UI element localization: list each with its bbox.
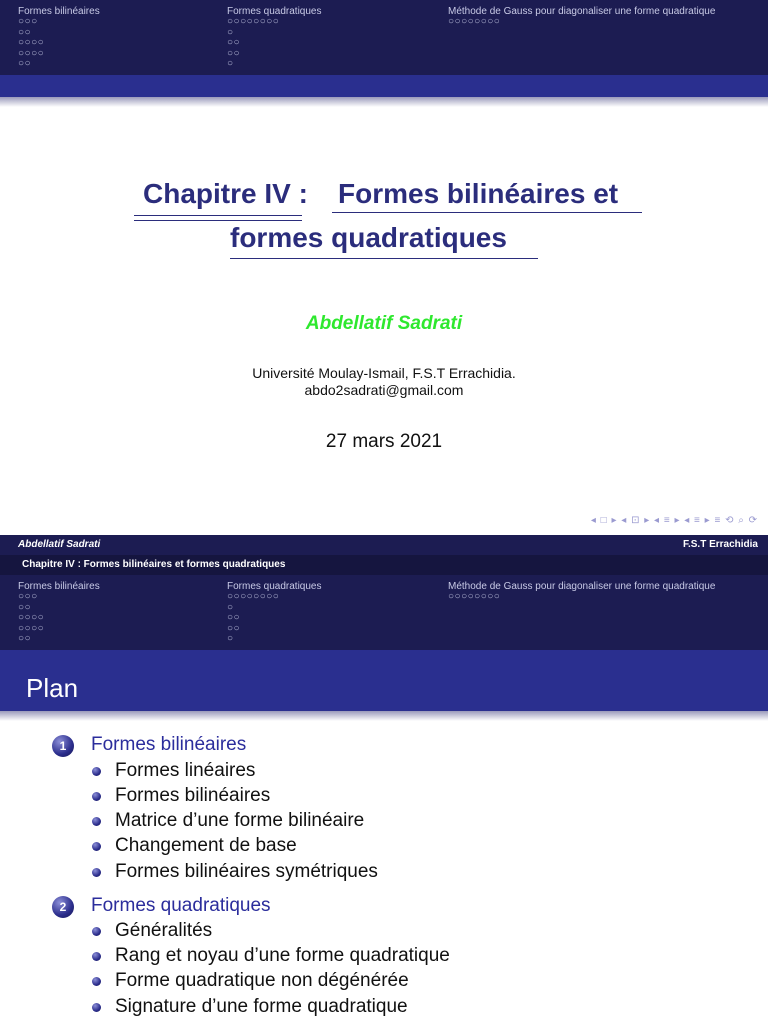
bullet-icon [92, 817, 101, 826]
institution-block [0, 365, 768, 399]
nav-section-2[interactable] [227, 581, 322, 645]
presentation-date: 27 mars 2021 [325, 431, 443, 452]
bullet-icon [92, 792, 101, 801]
nav-dots-row[interactable]: ○○○ [18, 16, 38, 27]
nav-dots-row[interactable]: ○○ [227, 47, 241, 59]
beamer-navigation-symbols[interactable]: ◂ □ ▸ ◂ ⊡ ▸ ◂ ≡ ▸ ◂ ≡ ▸ ≡ ⟲ ⌕ ⟳ [590, 515, 758, 526]
institution-name: Université Moulay-Ismail, F.S.T Errachidia. [252, 365, 516, 381]
bullet-icon [92, 842, 101, 851]
section-number-ball: 1 [52, 735, 74, 757]
nav-dots-row[interactable]: ○○○○ [18, 37, 45, 48]
nav-dots-row[interactable]: ○○○○○○○○ [227, 591, 280, 602]
nav-section-title[interactable]: Formes quadratiques [227, 581, 322, 592]
plan-section-label[interactable]: Formes bilinéaires [91, 734, 247, 755]
headline-title: Chapitre IV : Formes bilinéaires et formes quadratiques [22, 559, 286, 570]
title-underline [230, 258, 538, 259]
nav-dots-row[interactable]: ○○○○○○○○ [227, 16, 280, 27]
nav-header-top [0, 0, 768, 75]
plan-subsection-label[interactable]: Formes bilinéaires symétriques [115, 861, 378, 882]
plan-subsection-label[interactable]: Changement de base [115, 835, 297, 856]
author-name: Abdellatif Sadrati [305, 313, 463, 334]
footline-institute: F.S.T Errachidia [682, 539, 758, 550]
plan-section-label[interactable]: Formes quadratiques [91, 895, 271, 916]
plan-subsection-label[interactable]: Forme quadratique non dégénérée [115, 970, 409, 991]
title-underline [134, 215, 302, 216]
section-number-ball: 2 [52, 896, 74, 918]
nav-section-2[interactable] [227, 6, 322, 70]
nav-dots-row[interactable]: ○ [227, 26, 234, 38]
nav-dots-row[interactable]: ○○○ [18, 591, 38, 602]
title-part-2: Formes bilinéaires et [338, 178, 619, 209]
nav-dots-row[interactable]: ○○ [18, 633, 32, 644]
bullet-icon [92, 927, 101, 936]
plan-subsection-label[interactable]: Matrice d’une forme bilinéaire [115, 810, 365, 831]
nav-section-title[interactable]: Méthode de Gauss pour diagonaliser une forme quadratique [448, 6, 716, 17]
nav-subbar [0, 75, 768, 97]
nav-section-title[interactable]: Formes bilinéaires [18, 6, 100, 17]
footline-author: Abdellatif Sadrati [18, 539, 101, 550]
plan-subsection-label[interactable]: Rang et noyau d’une forme quadratique [115, 945, 450, 966]
nav-dots-row[interactable]: ○○ [18, 601, 32, 613]
frame-title-shadow [0, 711, 768, 721]
nav-section-title[interactable]: Formes bilinéaires [18, 581, 100, 592]
slide-2-headline [0, 555, 768, 575]
bullet-icon [92, 767, 101, 776]
title-part-3: formes quadratiques [230, 222, 507, 253]
nav-dots-row[interactable]: ○ [227, 58, 234, 69]
title-part-1: Chapitre IV : [143, 178, 308, 209]
title-underline [332, 212, 642, 213]
nav-dots-row[interactable]: ○○○○ [18, 622, 45, 634]
footline [0, 535, 768, 555]
plan-subsection-label[interactable]: Signature d’une forme quadratique [115, 996, 408, 1017]
nav-dots-row[interactable]: ○○○○○○○○ [448, 591, 501, 602]
plan-subsection-label[interactable]: Formes bilinéaires [115, 785, 271, 806]
title-underline [134, 220, 302, 221]
nav-dots-row[interactable]: ○ [227, 633, 234, 644]
nav-section-3[interactable] [448, 6, 715, 28]
nav-dots-row[interactable]: ○○ [227, 37, 241, 48]
nav-dots-row[interactable]: ○○ [18, 26, 32, 38]
nav-section-title[interactable]: Méthode de Gauss pour diagonaliser une forme quadratique [448, 581, 716, 592]
nav-dots-row[interactable]: ○○○○ [18, 47, 45, 59]
bullet-icon [92, 868, 101, 877]
nav-section-1[interactable] [18, 6, 100, 70]
nav-section-3[interactable] [448, 581, 715, 603]
bullet-icon [92, 952, 101, 961]
frame-title: Plan [26, 673, 79, 703]
nav-header-second [0, 575, 768, 650]
nav-section-1[interactable] [18, 581, 100, 645]
nav-dots-row[interactable]: ○ [227, 601, 234, 613]
nav-section-title[interactable]: Formes quadratiques [227, 6, 322, 17]
frame-title-bar [0, 663, 768, 711]
bullet-icon [92, 977, 101, 986]
nav-shadow [0, 97, 768, 107]
nav-dots-row[interactable]: ○○○○○○○○ [448, 16, 501, 27]
author-email: abdo2sadrati@gmail.com [304, 382, 464, 398]
plan-subsection-label[interactable]: Formes linéaires [115, 760, 256, 781]
nav-dots-row[interactable]: ○○○○ [18, 612, 45, 623]
nav-dots-row[interactable]: ○○ [18, 58, 32, 69]
nav-dots-row[interactable]: ○○ [227, 612, 241, 623]
bullet-icon [92, 1003, 101, 1012]
plan-subsection-label[interactable]: Généralités [115, 920, 213, 941]
nav-dots-row[interactable]: ○○ [227, 622, 241, 634]
nav-subbar [0, 650, 768, 663]
